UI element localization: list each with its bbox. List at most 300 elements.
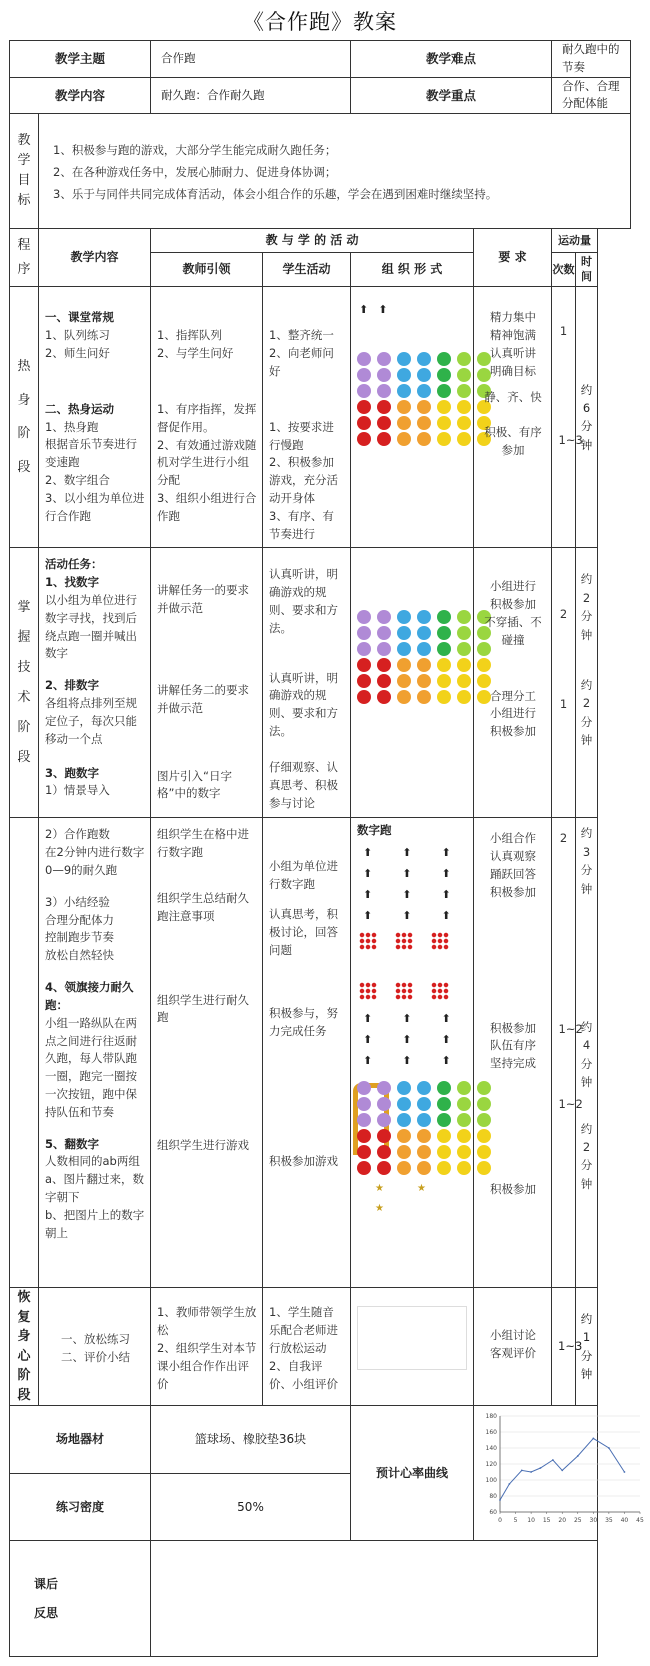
req-line: 精神饱满	[490, 328, 537, 343]
formation-dot	[457, 1145, 471, 1159]
recover-content	[39, 1288, 151, 1406]
formation-dot	[417, 352, 431, 366]
recover-stage: 恢复身心阶段	[10, 1288, 39, 1406]
formation-dot	[397, 416, 411, 430]
recover-requirement	[474, 1288, 552, 1406]
recover-times: 1~3	[552, 1288, 576, 1406]
formation-dot	[457, 1161, 471, 1175]
formation-dot	[457, 1097, 471, 1111]
formation-dot	[437, 1129, 451, 1143]
arrows-icon: ⬆⬆⬆	[363, 1033, 481, 1047]
formation-dot	[357, 432, 371, 446]
heart-rate-point	[561, 1470, 563, 1472]
formation-dot	[377, 1113, 391, 1127]
info-row-2	[10, 77, 631, 114]
goals-row	[10, 114, 631, 229]
run-line: b、把图片上的数字朝上	[45, 1207, 145, 1240]
student-line: 认真听讲，明确游戏的规则、要求和方法。	[269, 567, 339, 635]
req-line: 积极参加	[490, 1182, 537, 1197]
req-line: 精力集中	[490, 310, 537, 325]
y-tick-label: 140	[485, 1445, 498, 1453]
formation-dot	[417, 1081, 431, 1095]
duration-header: 时间	[576, 253, 598, 287]
venue-row	[10, 1406, 631, 1473]
goals-list	[39, 114, 631, 229]
formation-dot	[437, 674, 451, 688]
formation-dot	[377, 610, 391, 624]
formation-dot	[457, 384, 471, 398]
heart-rate-point	[521, 1470, 523, 1472]
run-line: 控制跑步节奏	[45, 930, 114, 945]
formation-dot	[457, 416, 471, 430]
skill-teacher	[151, 548, 263, 818]
y-tick-label: 100	[485, 1477, 498, 1485]
run-duration	[576, 818, 598, 1288]
content-value: 耐久跑：合作耐久跑	[151, 77, 351, 114]
skill-heading: 2、排数字	[45, 678, 100, 693]
x-tick-label: 5	[513, 1517, 518, 1525]
req-line: 踊跃回答	[490, 867, 537, 881]
formation-dot	[397, 690, 411, 704]
req-line: 小组进行	[490, 579, 537, 594]
dot-formation	[357, 610, 473, 704]
run-times	[552, 818, 583, 1288]
student-line: 3、有序、有节奏进行	[269, 508, 334, 541]
formation-dot	[377, 1081, 391, 1095]
formation-dot	[417, 1097, 431, 1111]
duration-value: 约2分钟	[580, 677, 593, 748]
dot-formation	[357, 1081, 473, 1175]
x-tick-label: 30	[589, 1517, 598, 1525]
recover-student	[263, 1288, 351, 1406]
content-label: 教学内容	[10, 77, 151, 114]
run-row	[10, 818, 631, 1288]
reflection-content	[151, 1541, 598, 1657]
heart-rate-point	[499, 1499, 501, 1501]
run-line: 小组一路纵队在两点之间进行往返耐久跑，每人带队跑一圈，跑完一圈按一次按钮，跑中保持队伍和节奏	[45, 1015, 137, 1119]
run-heading: 4、领旗接力耐久跑：	[45, 980, 134, 1012]
teacher-line: 1、教师带领学生放松	[157, 1305, 257, 1338]
formation-dot	[437, 1081, 451, 1095]
student-line: 1、按要求进行慢跑	[269, 419, 334, 452]
hr-label: 预计心率曲线	[351, 1406, 474, 1541]
warmup-heading-1: 一、课堂常规	[45, 310, 114, 325]
formation-dot	[457, 610, 471, 624]
skill-line: 1）情景导入	[45, 783, 110, 798]
student-line: 2、自我评价、小组评价	[269, 1358, 339, 1391]
formation-dot	[397, 1113, 411, 1127]
x-tick-label: 45	[636, 1517, 644, 1525]
teacher-line: 组织学生进行耐久跑	[157, 992, 250, 1025]
warmup-stage: 热身阶段	[10, 287, 39, 548]
formation-dot	[437, 658, 451, 672]
formation-dot	[357, 368, 371, 382]
run-line: 在2分钟内进行数字0—9的耐久跑	[45, 845, 145, 877]
duration-value: 约2分钟	[580, 572, 593, 642]
run-line: 放松自然轻快	[45, 948, 114, 963]
procedure-header: 程序	[10, 229, 39, 287]
recover-line: 二、评价小结	[61, 1349, 130, 1364]
x-tick-label: 35	[605, 1517, 613, 1525]
key-label: 教学重点	[351, 77, 552, 114]
formation-dot	[457, 642, 471, 656]
formation-dot	[397, 432, 411, 446]
runners-icon: ★ ★★	[375, 1183, 426, 1215]
formation-dot	[417, 400, 431, 414]
formation-dot	[357, 352, 371, 366]
duration-value: 约2分钟	[580, 1121, 593, 1191]
arrows-icon: ⬆⬆	[359, 303, 398, 317]
formation-dot	[417, 384, 431, 398]
formation-dot	[357, 416, 371, 430]
warmup-line: 2、数字组合	[45, 472, 110, 487]
y-tick-label: 120	[485, 1461, 498, 1469]
req-line: 小组讨论	[490, 1328, 537, 1343]
student-line: 1、整齐统一	[269, 328, 334, 343]
req-line: 积极参加	[490, 724, 537, 739]
formation-dot	[357, 690, 371, 704]
formation-dot	[397, 1145, 411, 1159]
run-line: 合理分配体力	[45, 912, 114, 927]
formation-dot	[457, 400, 471, 414]
run-line: 2）合作跑数	[45, 827, 110, 842]
x-tick-label: 20	[558, 1517, 567, 1525]
times-value: 2	[559, 607, 568, 622]
heart-rate-point	[608, 1447, 610, 1449]
goal-item: 1、积极参与跑的游戏，大部分学生能完成耐久跑任务；	[53, 143, 337, 158]
teacher-line: 3、组织小组进行合作跑	[157, 490, 257, 523]
info-row-1	[10, 41, 631, 78]
skill-form	[351, 548, 474, 818]
formation-dot	[357, 1161, 371, 1175]
skill-times	[552, 548, 576, 818]
formation-dot	[357, 626, 371, 640]
formation-dot	[457, 1129, 471, 1143]
req-line: 明确目标	[490, 363, 537, 378]
lesson-plan-table	[9, 40, 644, 1657]
req-line: 积极参加	[490, 884, 537, 899]
formation-dot	[437, 384, 451, 398]
venue-label: 场地器材	[10, 1406, 151, 1473]
formation-dot	[417, 610, 431, 624]
req-line: 合理分工	[490, 688, 537, 703]
x-tick-label: 25	[573, 1517, 582, 1525]
activity-header: 教 与 学 的 活 动	[151, 229, 474, 253]
warmup-line: 2、师生问好	[45, 345, 110, 360]
heart-rate-point	[540, 1467, 542, 1469]
warmup-line: 1、热身跑	[45, 419, 99, 434]
header-row-1	[10, 229, 631, 253]
reflection-label-text: 课后反思	[34, 1576, 59, 1620]
formation-dot	[437, 352, 451, 366]
difficulty-value: 耐久跑中的节奏	[552, 41, 631, 78]
formation-dot	[377, 674, 391, 688]
times-value: 1~3	[558, 433, 583, 448]
formation-dot	[437, 1145, 451, 1159]
skill-line: 各组将点排列至规定位子，每次只能移动一个点	[45, 696, 137, 746]
times-value: 1~2	[558, 1097, 583, 1112]
y-tick-label: 160	[485, 1429, 498, 1437]
page-title: 《合作跑》教案	[243, 10, 397, 34]
arrows-icon: ⬆⬆⬆	[363, 1012, 481, 1025]
student-line: 认真听讲，明确游戏的规则、要求和方法。	[269, 670, 339, 739]
formation-dot	[397, 400, 411, 414]
formation-dot	[417, 658, 431, 672]
formation-dot	[437, 1161, 451, 1175]
skill-heading: 3、跑数字	[45, 765, 100, 780]
arrows-icon: ⬆⬆⬆	[363, 867, 481, 881]
topic-label: 教学主题	[10, 41, 151, 78]
teacher-line: 讲解任务一的要求并做示范	[157, 583, 250, 616]
student-line: 小组为单位进行数字跑	[269, 859, 339, 892]
formation-dot	[357, 1113, 371, 1127]
formation-dot	[397, 368, 411, 382]
formation-dot	[397, 610, 411, 624]
formation-dot	[437, 432, 451, 446]
teacher-header: 教师引领	[151, 253, 263, 287]
recover-teacher	[151, 1288, 263, 1406]
teacher-line: 组织学生总结耐久跑注意事项	[157, 891, 250, 923]
formation-dot	[377, 352, 391, 366]
formation-dot	[437, 610, 451, 624]
formation-dot	[417, 1161, 431, 1175]
dot-formation	[357, 352, 473, 446]
formation-dot	[437, 1097, 451, 1111]
times-value: 2	[559, 831, 568, 846]
heart-rate-point	[530, 1471, 532, 1473]
run-line: 人数相同的ab两组	[45, 1154, 140, 1169]
run-requirement	[474, 818, 552, 1288]
run-heading: 5、翻数字	[45, 1136, 100, 1151]
formation-dot	[377, 1161, 391, 1175]
formation-dot	[377, 1145, 391, 1159]
formation-dot	[457, 658, 471, 672]
formation-dot	[417, 626, 431, 640]
recover-row	[10, 1288, 631, 1406]
formation-dot	[377, 1097, 391, 1111]
heart-rate-point	[508, 1483, 510, 1485]
formation-dot	[417, 642, 431, 656]
skill-stage: 掌握技术阶段	[10, 548, 39, 818]
hr-chart-cell	[474, 1406, 644, 1541]
reflection-label	[10, 1541, 151, 1657]
evaluation-sheet-icon	[357, 1306, 467, 1370]
formation-dot	[357, 1129, 371, 1143]
warmup-content	[39, 287, 151, 548]
req-line: 队伍有序	[490, 1038, 537, 1053]
teacher-line: 2、组织学生对本节课小组合作作出评价	[157, 1340, 257, 1391]
formation-dot	[377, 658, 391, 672]
run-line: a、图片翻过来，数字朝下	[45, 1172, 145, 1204]
formation-dot	[417, 1145, 431, 1159]
formation-dot	[417, 1113, 431, 1127]
formation-dot	[357, 1097, 371, 1111]
formation-dot	[397, 352, 411, 366]
formation-dot	[397, 1129, 411, 1143]
formation-dot	[397, 642, 411, 656]
formation-dot	[457, 626, 471, 640]
formation-dot	[357, 610, 371, 624]
teacher-line: 1、有序指挥，发挥督促作用。	[157, 401, 257, 434]
skill-student	[263, 548, 351, 818]
formation-dot	[377, 690, 391, 704]
req-line: 认真观察	[490, 849, 537, 864]
formation-dot	[397, 1081, 411, 1095]
student-line: 仔细观察、认真思考、积极参与讨论	[269, 759, 339, 810]
formation-dot	[417, 416, 431, 430]
formation-dot	[397, 1097, 411, 1111]
formation-dot	[377, 1129, 391, 1143]
req-line: 静、齐、快	[484, 389, 542, 404]
warmup-student	[263, 287, 351, 548]
formation-dot	[437, 400, 451, 414]
y-tick-label: 80	[489, 1493, 498, 1501]
venue-value: 篮球场、橡胶垫36块	[151, 1406, 351, 1473]
red-dot-squares	[359, 982, 473, 1006]
formation-dot	[357, 1081, 371, 1095]
content-header: 教学内容	[39, 229, 151, 287]
formation-dot	[397, 674, 411, 688]
formation-dot	[437, 642, 451, 656]
formation-dot	[437, 690, 451, 704]
difficulty-label: 教学难点	[351, 41, 552, 78]
formation-dot	[357, 642, 371, 656]
warmup-teacher	[151, 287, 263, 548]
warmup-duration: 约6分钟	[576, 287, 598, 548]
formation-dot	[377, 368, 391, 382]
formation-dot	[437, 626, 451, 640]
duration-value: 约4分钟	[580, 1019, 593, 1090]
formation-dot	[457, 368, 471, 382]
arrows-icon: ⬆⬆⬆	[363, 846, 481, 860]
teacher-line: 组织学生进行游戏	[157, 1138, 250, 1153]
formation-dot	[357, 658, 371, 672]
formation-dot	[377, 384, 391, 398]
req-line: 坚持完成	[490, 1056, 537, 1071]
teacher-line: 1、指挥队列	[157, 328, 222, 343]
formation-dot	[417, 1129, 431, 1143]
student-line: 2、积极参加游戏，充分活动开身体	[269, 455, 339, 505]
req-line: 小组合作	[490, 831, 537, 846]
x-tick-label: 40	[620, 1517, 629, 1525]
goal-item: 2、在各种游戏任务中，发展心肺耐力、促进身体协调；	[53, 165, 337, 180]
heart-rate-point	[592, 1438, 594, 1440]
recover-line: 一、放松练习	[61, 1332, 130, 1347]
reflection-row	[10, 1541, 631, 1657]
student-line: 积极参与，努力完成任务	[269, 1006, 339, 1039]
heart-rate-point	[624, 1471, 626, 1473]
formation-dot	[397, 658, 411, 672]
run-student	[263, 818, 351, 1288]
goals-label: 教学目标	[10, 114, 39, 229]
req-line: 小组进行	[490, 706, 537, 721]
req-line: 积极参加	[490, 597, 537, 612]
req-line: 认真听讲	[490, 345, 537, 360]
x-tick-label: 0	[498, 1517, 502, 1525]
formation-dot	[457, 352, 471, 366]
y-tick-label: 180	[485, 1413, 498, 1421]
skill-content	[39, 548, 151, 818]
formation-dot	[417, 432, 431, 446]
formation-dot	[457, 432, 471, 446]
goal-item: 3、乐于与同伴共同完成体育活动，体会小组合作的乐趣，学会在遇到困难时继续坚持。	[53, 187, 498, 202]
warmup-heading-2: 二、热身运动	[45, 401, 114, 416]
formation-dot	[397, 626, 411, 640]
formation-dot	[357, 384, 371, 398]
form-header: 组 织 形 式	[351, 253, 474, 287]
formation-dot	[397, 1161, 411, 1175]
formation-dot	[457, 690, 471, 704]
student-line: 积极参加游戏	[269, 1154, 339, 1169]
times-header: 次数	[552, 253, 576, 287]
teacher-line: 2、与学生问好	[157, 346, 234, 361]
formation-dot	[377, 626, 391, 640]
teacher-line: 图片引入“日字格”中的数字	[157, 768, 232, 801]
teacher-line: 组织学生在格中进行数字跑	[157, 827, 250, 860]
teacher-line: 讲解任务二的要求并做示范	[157, 683, 250, 715]
formation-dot	[437, 416, 451, 430]
form-title: 数字跑	[357, 823, 392, 838]
student-header: 学生活动	[263, 253, 351, 287]
formation-dot	[417, 674, 431, 688]
formation-dot	[357, 1145, 371, 1159]
req-line: 积极、有序参加	[484, 425, 542, 458]
formation-dot	[417, 690, 431, 704]
times-value: 1~2	[558, 1022, 583, 1037]
run-form	[351, 818, 481, 1288]
formation-dot	[437, 1113, 451, 1127]
y-tick-label: 60	[489, 1509, 498, 1517]
formation-dot	[357, 674, 371, 688]
req-line: 客观评价	[490, 1345, 537, 1360]
warmup-line: 根据音乐节奏进行变速跑	[45, 437, 137, 470]
skill-row	[10, 548, 631, 818]
x-tick-label: 15	[542, 1517, 551, 1525]
times-value: 1	[559, 324, 568, 339]
red-dot-squares	[359, 932, 473, 956]
warmup-form	[351, 287, 474, 548]
arrows-icon: ⬆⬆⬆	[363, 909, 481, 923]
skill-line: 以小组为单位进行数字寻找，找到后绕点跑一圈并喊出数字	[45, 593, 137, 661]
skill-heading: 活动任务：	[45, 557, 103, 572]
formation-dot	[377, 400, 391, 414]
density-value: 50%	[151, 1473, 351, 1540]
formation-dot	[377, 642, 391, 656]
formation-dot	[417, 368, 431, 382]
recover-duration: 约1分钟	[576, 1288, 598, 1406]
run-stage	[10, 818, 39, 1288]
recover-form	[351, 1288, 474, 1406]
requirement-header: 要 求	[474, 229, 552, 287]
run-content	[39, 818, 151, 1288]
skill-duration	[576, 548, 598, 818]
formation-dot	[377, 416, 391, 430]
load-header: 运动量	[552, 229, 598, 253]
heart-rate-line	[500, 1439, 624, 1501]
skill-heading: 1、找数字	[45, 575, 100, 590]
formation-dot	[377, 432, 391, 446]
formation-dot	[457, 1081, 471, 1095]
warmup-line: 3、以小组为单位进行合作跑	[45, 490, 145, 523]
student-line: 1、学生随音乐配合老师进行放松运动	[269, 1305, 339, 1355]
teacher-line: 2、有效通过游戏随机对学生进行小组分配	[157, 437, 257, 488]
req-line: 积极参加	[490, 1020, 537, 1035]
formation-dot	[457, 1113, 471, 1127]
run-teacher	[151, 818, 263, 1288]
heart-rate-point	[552, 1459, 554, 1461]
formation-dot	[457, 674, 471, 688]
formation-dot	[357, 400, 371, 414]
